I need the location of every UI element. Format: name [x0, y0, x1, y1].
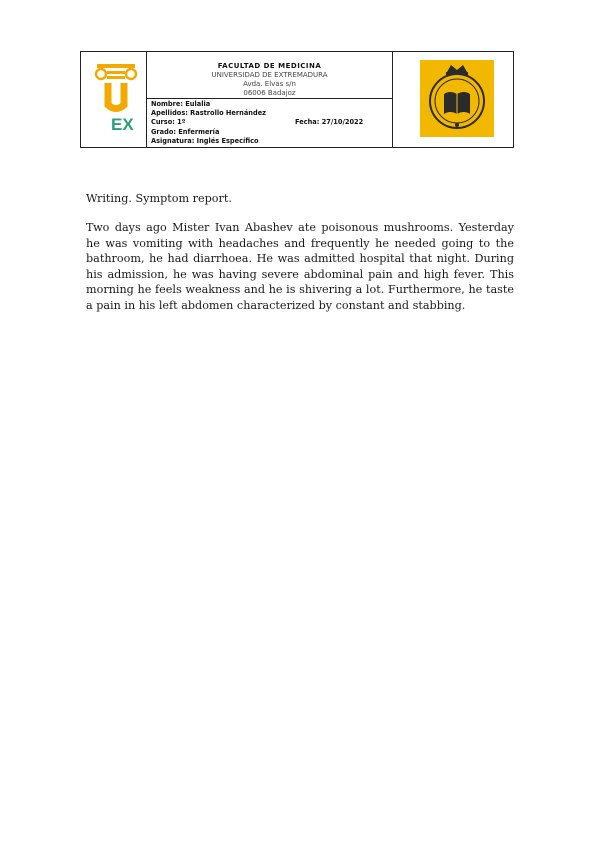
faculty-name: FACULTAD DE MEDICINA	[217, 62, 322, 70]
uex-logo-text: EX	[111, 115, 134, 134]
grado-field: Grado: Enfermería	[151, 127, 220, 136]
seal-background	[420, 60, 494, 137]
university-seal-icon	[420, 60, 494, 137]
seal-cell	[393, 52, 513, 147]
university-name: UNIVERSIDAD DE EXTREMADURA	[211, 71, 328, 79]
curso-field: Curso: 1º	[151, 118, 186, 127]
document-header	[80, 51, 514, 148]
uex-logo-cell	[81, 52, 147, 147]
uex-logo-icon	[81, 52, 147, 147]
student-info-block	[147, 99, 392, 147]
header-info-cell	[147, 52, 393, 147]
document-body: Two days ago Mister Ivan Abashev ate poisonous mushrooms. Yesterday he was vomiting with headaches and frequently he needed going to the bathroom, he had diarrhoea. He was admitted hospital that night. During his admission, he was having severe abdominal pain and high fever. This morning he feels weakness and he is shivering a lot. Furthermore, he taste a pain in his left abdomen characterized by constant and stabbing.	[86, 221, 514, 312]
asignatura-field: Asignatura: Inglés Específico	[151, 136, 259, 145]
document-title: Writing. Symptom report.	[86, 192, 232, 205]
postal-line: 06006 Badajoz	[243, 89, 296, 97]
nombre-field: Nombre: Eulalia	[151, 100, 211, 108]
apellidos-field: Apellidos: Rastrollo Hernández	[151, 109, 267, 118]
institution-block	[147, 52, 392, 99]
curso-row	[151, 118, 392, 127]
fecha-field: Fecha: 27/10/2022	[295, 118, 364, 127]
address-line: Avda. Elvas s/n	[243, 80, 296, 88]
